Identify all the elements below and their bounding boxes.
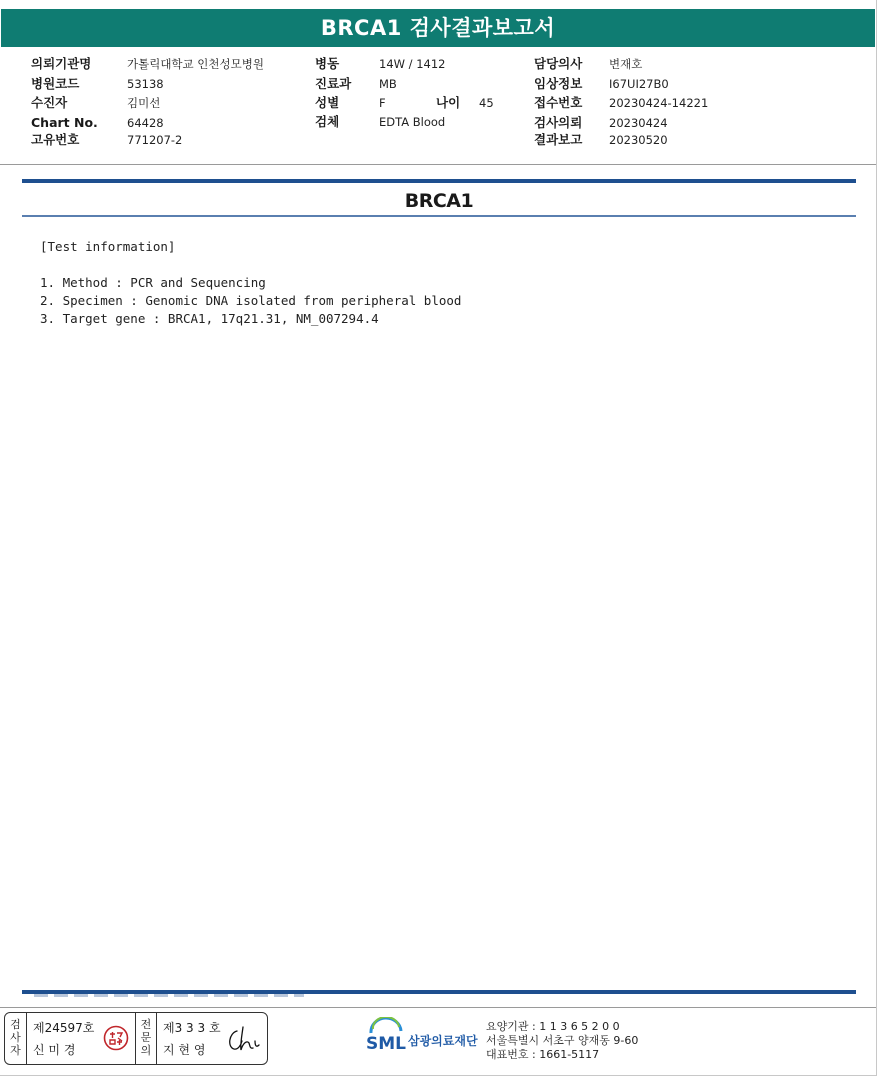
report-title: BRCA1 검사결과보고서 [1,9,875,47]
specimen-line: 2. Specimen : Genomic DNA isolated from peripheral blood [40,293,462,308]
tester-role-text: 검 사 자 [10,1018,21,1057]
sex-value: F [379,96,386,110]
address-line: 서울특별시 서초구 양재동 9-60 [486,1034,639,1047]
report-date-label: 결과보고 [534,132,583,147]
age-value: 45 [479,96,494,110]
header-divider [0,164,876,165]
patient-label: 수진자 [31,95,68,110]
specialist-role [135,1013,157,1064]
section-title: BRCA1 [404,190,474,212]
report-date-value: 20230520 [609,133,668,147]
signature-icon [225,1023,263,1057]
sml-logo-icon [365,1017,407,1057]
target-gene-line: 3. Target gene : BRCA1, 17q21.31, NM_007294.4 [40,311,379,326]
phone-line: 대표번호 : 1661-5117 [486,1048,600,1061]
institution-value: 가톨릭대학교 인천성모병원 [127,57,264,71]
tester-role [5,1013,27,1064]
institution-label: 의뢰기관명 [31,56,92,71]
receipt-no-value: 20230424-14221 [609,96,709,110]
method-line: 1. Method : PCR and Sequencing [40,275,266,290]
foundation-name: 삼광의료재단 [408,1034,478,1048]
department-value: MB [379,77,397,91]
test-info-heading: [Test information] [40,239,176,254]
clinical-info-label: 임상정보 [534,76,583,91]
section-top-band [22,179,856,183]
chart-no-label: Chart No. [31,115,98,130]
specialist-number: 제3 3 3 호 [163,1021,221,1035]
seal-stamp-icon [103,1025,129,1051]
tester-number: 제24597호 [33,1021,95,1035]
faded-text-remnant [34,994,304,997]
section-bottom-band [22,990,856,994]
specialist-role-text: 전 문 의 [140,1018,152,1057]
ward-label: 병동 [315,56,340,71]
request-date-label: 검사의뢰 [534,115,583,130]
hospital-code-value: 53138 [127,77,164,91]
specimen-label: 검체 [315,114,340,129]
age-label: 나이 [436,95,461,110]
section-title-underline [22,215,856,217]
footer-divider [0,1007,876,1008]
logo-mark-text: SML [366,1034,406,1054]
patient-value: 김미선 [127,96,161,110]
department-label: 진료과 [315,76,352,91]
specialist-name: 지 현 영 [163,1043,206,1057]
physician-value: 변재호 [609,57,643,71]
clinical-info-value: I67UI27B0 [609,77,669,91]
receipt-no-label: 접수번호 [534,95,583,110]
unique-id-value: 771207-2 [127,133,183,147]
chart-no-value: 64428 [127,116,164,130]
unique-id-label: 고유번호 [31,132,80,147]
sex-label: 성별 [315,95,340,110]
specimen-value: EDTA Blood [379,115,446,129]
institution-code: 요양기관 : 1 1 3 6 5 2 0 0 [486,1020,620,1033]
signature-box [4,1012,268,1065]
tester-name: 신 미 경 [33,1043,76,1057]
physician-label: 담당의사 [534,56,583,71]
ward-value: 14W / 1412 [379,57,446,71]
hospital-code-label: 병원코드 [31,76,80,91]
request-date-value: 20230424 [609,116,668,130]
